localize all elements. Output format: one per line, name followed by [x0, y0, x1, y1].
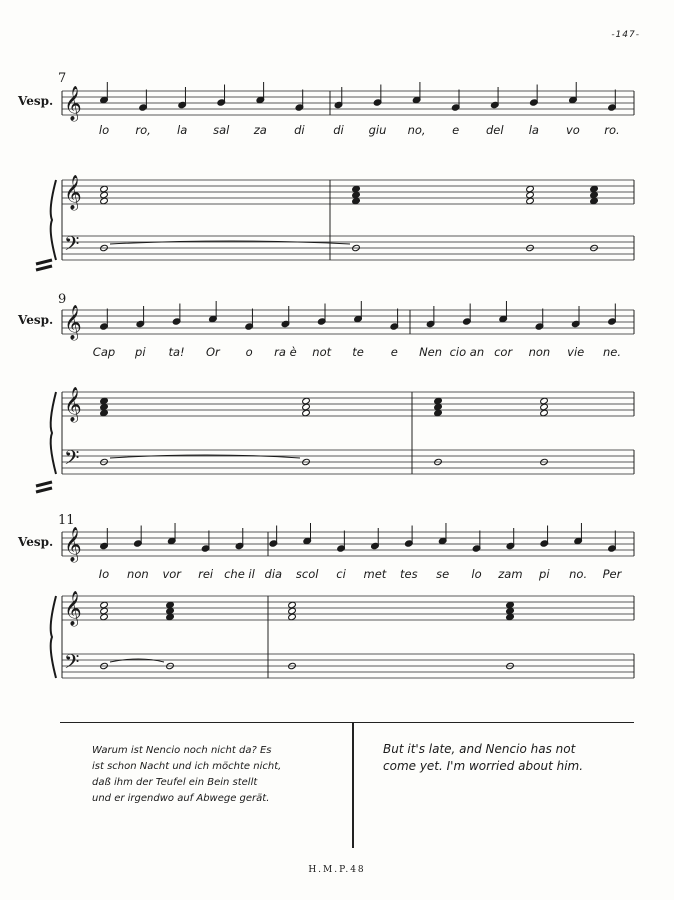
piano-chord-note — [100, 409, 109, 416]
piano-chord-note — [352, 191, 361, 198]
lyric-syllable: no. — [569, 567, 588, 581]
vocal-note — [281, 306, 290, 328]
piano-chord-note — [100, 185, 109, 192]
treble-clef: 𝄞 — [64, 305, 82, 340]
lyric-syllable: la — [528, 123, 539, 137]
note-head — [352, 197, 361, 204]
lyric-syllable: tes — [400, 567, 418, 581]
lyric-syllable: Io — [98, 567, 110, 581]
piano-chord-note — [302, 403, 311, 410]
lyric-syllable: ne. — [602, 345, 622, 359]
note-head — [100, 191, 109, 198]
lyric-syllable: sal — [213, 123, 230, 137]
lyric-syllable: cio an — [449, 345, 485, 359]
piano-chord-note — [526, 185, 535, 192]
lyric-syllable: Nen — [419, 345, 443, 359]
note-head — [302, 403, 311, 410]
piano-chord-note — [288, 607, 297, 614]
vocal-note — [535, 309, 544, 331]
lyric-syllable: pi — [135, 345, 146, 359]
lyric-syllable: not — [312, 345, 332, 359]
lyric-syllable: scol — [295, 567, 319, 581]
vocal-note — [608, 304, 617, 326]
note-head — [166, 613, 175, 620]
piano-bass-staff — [62, 654, 634, 678]
note-head — [100, 607, 109, 614]
note-head — [100, 185, 109, 192]
lyric-syllable: Per — [602, 567, 622, 581]
voice-label: Vesp. — [18, 313, 54, 327]
lyric-syllable: vie — [567, 345, 585, 359]
vocal-note — [269, 526, 278, 548]
piano-chord-note — [302, 409, 311, 416]
vocal-note — [209, 301, 218, 323]
tie-arc — [110, 455, 300, 458]
vocal-note — [451, 90, 460, 112]
piano-chord-note — [434, 397, 443, 404]
vocal-note — [574, 523, 583, 545]
measure-number: 7 — [58, 71, 67, 86]
vocal-note — [201, 531, 210, 553]
piano-chord-note — [526, 191, 535, 198]
lyric-syllable: no, — [407, 123, 426, 137]
english-translation: But it's late, and Nencio has not come yet. I'm worried about him. — [383, 742, 584, 773]
vocal-note — [463, 304, 472, 326]
bass-clef: 𝄢 — [64, 446, 80, 474]
voice-staff — [62, 91, 634, 115]
vocal-note — [136, 306, 145, 328]
piano-treble-staff — [62, 596, 634, 620]
lyric-syllable: o — [245, 345, 253, 359]
lyric-syllable: la — [177, 123, 188, 137]
treble-clef: 𝄞 — [64, 86, 82, 121]
system-divider — [36, 482, 52, 486]
vocal-note — [405, 526, 414, 548]
piano-chord-note — [100, 397, 109, 404]
piano-brace — [51, 392, 56, 474]
vocal-note — [295, 90, 304, 112]
vocal-note — [100, 82, 109, 104]
lyric-syllable: ro, — [135, 123, 151, 137]
note-head — [100, 197, 109, 204]
system-3 — [17, 513, 634, 678]
note-head — [526, 185, 535, 192]
piano-chord-note — [100, 191, 109, 198]
note-head — [100, 397, 109, 404]
vocal-note — [245, 309, 254, 331]
note-head — [302, 397, 311, 404]
piano-chord-note — [540, 397, 549, 404]
vocal-note — [256, 82, 265, 104]
piano-chord-note — [100, 403, 109, 410]
note-head — [100, 613, 109, 620]
vocal-note — [506, 528, 515, 550]
lyric-syllable: e — [452, 123, 460, 137]
bass-clef: 𝄢 — [64, 650, 80, 678]
lyric-syllable: rei — [198, 567, 214, 581]
piano-chord-note — [166, 607, 175, 614]
vocal-note — [354, 301, 363, 323]
vocal-note — [134, 526, 143, 548]
translation-divider — [352, 723, 354, 848]
voice-label: Vesp. — [18, 94, 54, 108]
measure-number: 9 — [58, 292, 67, 307]
lyric-syllable: se — [436, 567, 450, 581]
note-head — [100, 409, 109, 416]
lyric-syllable: di — [333, 123, 344, 137]
measure-number: 11 — [58, 513, 75, 528]
piano-chord-note — [166, 601, 175, 608]
vocal-note — [540, 526, 549, 548]
piano-chord-note — [590, 185, 599, 192]
note-head — [526, 191, 535, 198]
piano-chord-note — [506, 607, 515, 614]
lyric-syllable: Cap — [92, 345, 116, 359]
note-head — [166, 601, 175, 608]
piano-chord-note — [352, 197, 361, 204]
translation-box — [60, 722, 634, 848]
lyric-syllable: non — [127, 567, 149, 581]
note-head — [434, 397, 443, 404]
note-head — [506, 601, 515, 608]
piano-brace — [51, 596, 56, 678]
vocal-note — [100, 309, 109, 331]
lyric-syllable: lo — [98, 123, 110, 137]
note-head — [288, 613, 297, 620]
lyric-syllable: Or — [205, 345, 220, 359]
piano-bass-staff — [62, 236, 634, 260]
vocal-note — [438, 523, 447, 545]
piano-bass-staff — [62, 450, 634, 474]
piano-chord-note — [434, 403, 443, 410]
vocal-note — [139, 90, 148, 112]
lyric-syllable: ci — [336, 567, 346, 581]
vocal-note — [172, 304, 181, 326]
vocal-note — [303, 523, 312, 545]
piano-chord-note — [506, 601, 515, 608]
lyric-syllable: del — [485, 123, 504, 137]
vocal-note — [217, 85, 226, 107]
piano-chord-note — [288, 601, 297, 608]
piano-chord-note — [352, 185, 361, 192]
note-head — [288, 601, 297, 608]
lyric-syllable: ro. — [604, 123, 620, 137]
vocal-note — [412, 82, 421, 104]
treble-clef: 𝄞 — [64, 387, 82, 422]
system-divider — [36, 266, 52, 270]
system-divider — [36, 260, 52, 264]
piano-chord-note — [288, 613, 297, 620]
system-2 — [17, 292, 634, 492]
note-head — [288, 607, 297, 614]
tie-arc — [110, 659, 164, 662]
vocal-note — [317, 304, 326, 326]
vocal-note — [569, 82, 578, 104]
note-head — [590, 191, 599, 198]
lyric-syllable: ra è — [274, 345, 297, 359]
note-head — [526, 197, 535, 204]
note-head — [434, 403, 443, 410]
vocal-note — [571, 306, 580, 328]
vocal-note — [499, 301, 508, 323]
vocal-note — [608, 90, 617, 112]
note-head — [590, 185, 599, 192]
lyric-syllable: e — [390, 345, 398, 359]
piano-chord-note — [540, 403, 549, 410]
lyric-syllable: giu — [368, 123, 387, 137]
piano-chord-note — [166, 613, 175, 620]
treble-clef: 𝄞 — [64, 527, 82, 562]
bass-clef: 𝄢 — [64, 232, 80, 260]
lyric-syllable: che il — [224, 567, 255, 581]
vocal-note — [178, 87, 187, 109]
piano-brace — [51, 180, 56, 260]
publisher-footer: H.M.P.48 — [308, 865, 366, 875]
note-head — [506, 613, 515, 620]
treble-clef: 𝄞 — [64, 175, 82, 210]
vocal-note — [472, 531, 481, 553]
lyric-syllable: di — [294, 123, 305, 137]
lyric-syllable: non — [528, 345, 551, 359]
vocal-note — [100, 528, 109, 550]
piano-chord-note — [100, 197, 109, 204]
note-head — [540, 403, 549, 410]
system-1 — [17, 71, 634, 270]
vocal-note — [390, 309, 399, 331]
piano-chord-note — [590, 197, 599, 204]
note-head — [166, 607, 175, 614]
note-head — [352, 185, 361, 192]
voice-label: Vesp. — [18, 535, 54, 549]
system-divider — [36, 488, 52, 492]
note-head — [302, 409, 311, 416]
piano-chord-note — [526, 197, 535, 204]
note-head — [100, 403, 109, 410]
piano-chord-note — [100, 601, 109, 608]
piano-chord-note — [302, 397, 311, 404]
vocal-note — [371, 528, 380, 550]
piano-chord-note — [100, 607, 109, 614]
lyric-syllable: ta! — [168, 345, 185, 359]
note-head — [540, 397, 549, 404]
lyric-syllable: met — [363, 567, 387, 581]
treble-clef: 𝄞 — [64, 591, 82, 626]
note-head — [590, 197, 599, 204]
vocal-note — [426, 306, 435, 328]
lyric-syllable: cor — [494, 345, 513, 359]
voice-staff — [62, 310, 634, 334]
page-number: -147- — [611, 30, 640, 40]
piano-chord-note — [590, 191, 599, 198]
vocal-note — [530, 85, 539, 107]
note-head — [506, 607, 515, 614]
note-head — [434, 409, 443, 416]
lyric-syllable: pi — [539, 567, 550, 581]
note-head — [540, 409, 549, 416]
lyric-syllable: vo — [566, 123, 580, 137]
lyric-syllable: zam — [498, 567, 523, 581]
piano-chord-note — [506, 613, 515, 620]
piano-treble-staff — [62, 180, 634, 204]
vocal-note — [235, 528, 244, 550]
vocal-note — [373, 85, 382, 107]
piano-treble-staff — [62, 392, 634, 416]
lyric-syllable: vor — [162, 567, 182, 581]
vocal-note — [490, 87, 499, 109]
piano-chord-note — [434, 409, 443, 416]
lyric-syllable: te — [352, 345, 364, 359]
vocal-note — [167, 523, 176, 545]
vocal-note — [337, 531, 346, 553]
german-translation: Warum ist Nencio noch nicht da? Es ist schon Nacht und ich möchte nicht, daß ihm der Teufel ein Bein stellt und er irgendwo auf Abwege gerät. — [92, 745, 282, 804]
lyric-syllable: dia — [264, 567, 283, 581]
lyric-syllable: lo — [471, 567, 482, 581]
note-head — [100, 601, 109, 608]
piano-chord-note — [540, 409, 549, 416]
vocal-note — [608, 531, 617, 553]
tie-arc — [110, 241, 350, 244]
lyric-syllable: za — [253, 123, 267, 137]
piano-chord-note — [100, 613, 109, 620]
vocal-note — [334, 87, 343, 109]
note-head — [352, 191, 361, 198]
